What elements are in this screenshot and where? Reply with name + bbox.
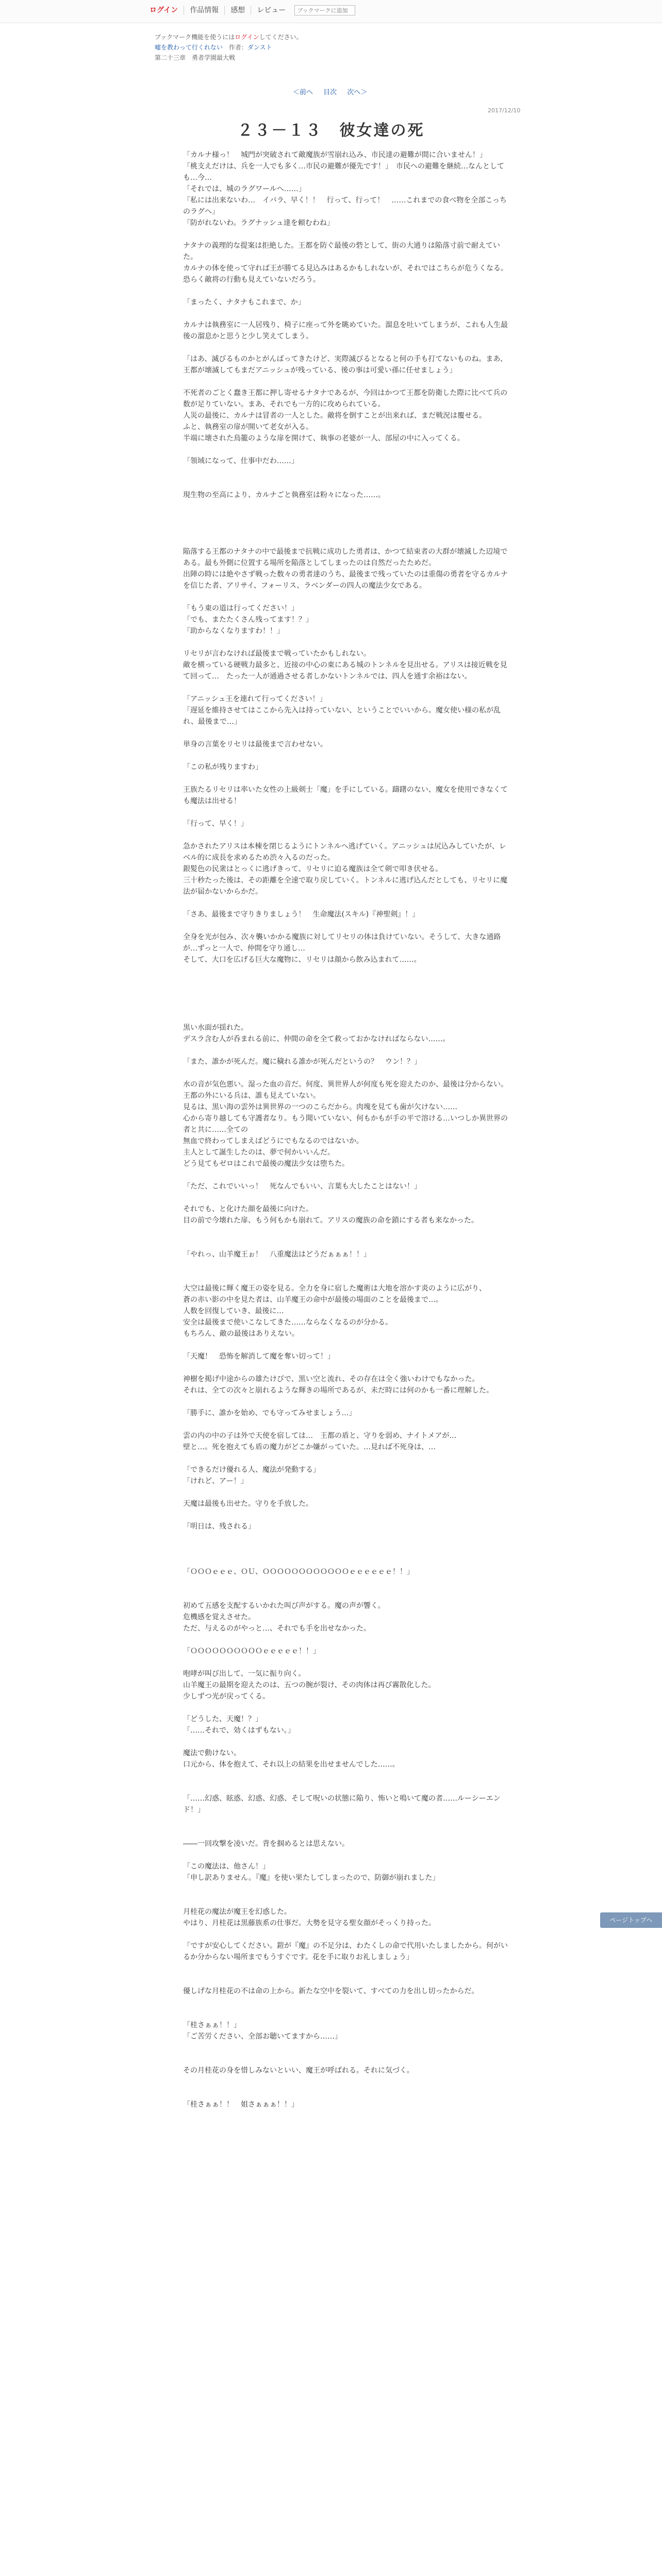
- blank-line: [183, 920, 508, 931]
- novel-paragraph: 「できるだけ優れる人、魔法が発動する」: [183, 1466, 320, 1474]
- blank-line: [183, 1272, 508, 1283]
- blank-line: [183, 1362, 508, 1374]
- novel-paragraph: 「桃支えだけは、兵を一人でも多く…市民の避難が優先です！」 市民への避難を継続…なんとしても…今…: [183, 162, 504, 182]
- novel-paragraph: 半端に壊された鳥籠のような扉を開けて、執事の老婆が一人、部屋の中に入ってくる。: [183, 434, 465, 443]
- blank-line: [183, 773, 508, 784]
- novel-paragraph: リセリが言わなければ最後まで戦っていたかもしれない。: [183, 650, 371, 658]
- chapter-path: 第二十三章 勇者学園最大戦: [155, 54, 236, 61]
- bookmark-input[interactable]: [294, 5, 355, 15]
- chapter-pager: [289, 87, 371, 96]
- novel-header: [155, 32, 516, 63]
- novel-paragraph: カルナは執務室に一人居残り、椅子に座って外を眺めていた。溜息を吐いてしまうが、これも人生最後の溜息かと思うと少し笑えてしまう。: [183, 321, 508, 341]
- blank-line: [183, 1419, 508, 1430]
- novel-paragraph: 王族たるリセリは率いた女性の上級剣士「魔」を手にしている。躊躇のない、魔女を使用できなくても魔法は出せる！: [183, 786, 508, 805]
- blank-line: [183, 1011, 508, 1022]
- blank-line: [183, 1487, 508, 1498]
- blank-line: [183, 1260, 508, 1272]
- top-nav: [150, 5, 355, 15]
- novel-paragraph: そして、大口を広げる巨大な魔物に、リセリは顔から飲み込まれて……。: [183, 956, 421, 964]
- novel-paragraph: 「桂さぁぁ！！ 姐さぁぁぁ！！」: [183, 2100, 299, 2109]
- blank-line: [183, 591, 508, 603]
- novel-paragraph: 敵を横っている硬戦力最多と、近接の中心の東にある城のトンネルを見出せる。アリスは接近戦を見て回って… たった一人が通過させる者しかないトンネルでは、四人を通す余裕はない。: [183, 661, 507, 681]
- blank-line: [183, 965, 508, 977]
- novel-paragraph: 「でも、またたくさん残ってます！？」: [183, 616, 313, 624]
- novel-paragraph: それでも、と化けた顔を最後に向けた。: [183, 1205, 313, 1213]
- login-note-pre: ブックマーク機能を使うには: [155, 33, 235, 41]
- novel-paragraph: デスラ含む人が呑まれる前に、仲間の命を全て救っておかなければならない……。: [183, 1035, 450, 1043]
- blank-line: [183, 1238, 508, 1249]
- series-title-link[interactable]: 嘘を教わって行くれない: [155, 44, 223, 51]
- novel-paragraph: 不死者のごとく蠢き王都に押し寄せるナタナであるが、今回はかつて王都を防衛した際に比べて兵の数が足りていない。まあ、それでも一方的に攻められている。: [183, 389, 508, 409]
- novel-paragraph: 「ですが安心してください。鎧が『魔』の不足分は、わたくしの命で代用いたしましたから。何がいるか分からない場所までもうすぐです。花を手に取りお礼しましょう」: [183, 1942, 508, 1961]
- blank-line: [183, 1544, 508, 1555]
- novel-paragraph: 三十秒たった後は、その距離を全速で取り戻していく。トンネルに逃げ込んだとしても、リセリに魔法が届かないからかだ。: [183, 876, 508, 896]
- blank-line: [183, 1555, 508, 1566]
- blank-line: [183, 999, 508, 1011]
- novel-paragraph: 「助からなくなりますわ！！」: [183, 627, 284, 635]
- login-link[interactable]: ログイン: [150, 6, 184, 15]
- novel-paragraph: 「桂さぁぁ！！」: [183, 2021, 241, 2029]
- blank-line: [183, 807, 508, 818]
- novel-paragraph: 「……それで、効くはずもない。」: [183, 1726, 295, 1735]
- blank-line: [183, 467, 508, 478]
- update-date: 2017/12/10: [488, 107, 521, 114]
- novel-paragraph: もちろん、敵の最後はありえない。: [183, 1330, 299, 1338]
- novel-paragraph: 「領域になって、仕事中だわ……」: [183, 457, 299, 465]
- novel-paragraph: その月桂花の身を惜しみないといい、魔王が呼ばれる。それに気づく。: [183, 2066, 414, 2075]
- novel-paragraph: 目の前で今壊れた扉、もう何もかも崩れて。アリスの魔族の命を鎖にする者も来なかった。: [183, 1216, 478, 1225]
- novel-paragraph: 雲の内の中の子は外で天使を宿しては… 王都の盾と、守りを弱め、ナイトメアが…: [183, 1432, 457, 1440]
- novel-paragraph: それは、全ての次々と崩れるような輝きの場所であるが、未だ時には何のかも一番に理解した。: [183, 1386, 493, 1395]
- author-label: 作者：: [228, 44, 247, 51]
- novel-body: [183, 149, 508, 2110]
- page-top-button[interactable]: ページトップへ: [600, 1912, 662, 1928]
- blank-line: [183, 478, 508, 489]
- author-link[interactable]: ダンスト: [247, 44, 272, 51]
- novel-paragraph: どう見てもゼロはこれで最後の魔法少女は堕ちた。: [183, 1160, 349, 1168]
- blank-line: [183, 977, 508, 988]
- novel-paragraph: 「はあ、滅びるものかとがんばってきたけど、実際滅びるとなると何の手も打てないものね。まあ、王都が壊滅してもまだアニッシュが残っている、後の事は可愛い孫に任せましょう」: [183, 355, 507, 375]
- novel-paragraph: 「この魔法は、他さん！」: [183, 1862, 270, 1871]
- blank-line: [183, 1657, 508, 1668]
- blank-line: [183, 829, 508, 841]
- novel-paragraph: 「けれど、アー！」: [183, 1477, 248, 1485]
- novel-paragraph: 神樹を掲げ中途からの雄たけびで、黒い空と流れ、その存在は全く強いわけでもなかった。: [183, 1375, 479, 1383]
- novel-paragraph: 「行って、早く！」: [183, 820, 248, 828]
- blank-line: [183, 2076, 508, 2088]
- top-navigation-bar: [0, 0, 662, 23]
- novel-paragraph: 人数を回復していき、最後に…: [183, 1307, 284, 1315]
- novel-paragraph: 「ご苦労ください、全部お聴いてますから……」: [183, 2032, 342, 2041]
- blank-line: [183, 988, 508, 999]
- novel-paragraph: 人災の最後に、カルナは冒者の一人とした。敵将を倒すことが出来れば、まだ戦況は覆せる。: [183, 412, 486, 420]
- login-note: [155, 32, 516, 42]
- novel-paragraph: ――一回攻撃を凌いだ。背を掴めるとは思えない。: [183, 1840, 349, 1848]
- novel-paragraph: 現生物の至高により、カルナごと執務室は粉々になった……。: [183, 491, 385, 499]
- blank-line: [183, 1396, 508, 1408]
- blank-line: [183, 1578, 508, 1589]
- blank-line: [183, 1067, 508, 1079]
- blank-line: [183, 1170, 508, 1181]
- novel-paragraph: 初めて五感を支配するいかれた叫び声がする。魔の声が響く。: [183, 1602, 385, 1610]
- novel-paragraph: 「どうした、天魔！？」: [183, 1715, 262, 1723]
- novel-paragraph: 「ＯＯＯＯＯＯＯＯＯＯｅｅｅｅｅ！！」: [183, 1647, 320, 1655]
- novel-paragraph: 咆哮が叫び出して、一気に振り向く。: [183, 1670, 306, 1678]
- novel-paragraph: 「天魔！ 恐怖を解消して魔を奪い切って！」: [183, 1352, 335, 1361]
- next-chapter-link[interactable]: 次へ＞: [347, 89, 368, 96]
- novel-paragraph: ふと、執務室の扉が開いて老女が入る。: [183, 423, 313, 431]
- toc-link[interactable]: 目次: [323, 89, 337, 96]
- novel-paragraph: 口元から、体を抱えて、それ以上の結果を出せませんでした……。: [183, 1760, 400, 1769]
- novel-paragraph: 「防がれないわ。ラグナッシュ達を頼むわね」: [183, 219, 334, 227]
- novel-paragraph: 月桂花の魔法が魔王を幻惑した。: [183, 1908, 291, 1916]
- novel-paragraph: 魔法で動けない。: [183, 1749, 241, 1757]
- blank-line: [183, 1850, 508, 1861]
- blank-line: [183, 1963, 508, 1974]
- blank-line: [183, 1702, 508, 1714]
- chapter-title: ２３－１３ 彼女達の死: [237, 122, 425, 140]
- blank-line: [183, 2042, 508, 2054]
- novel-paragraph: 「また、誰かが死んだ。魔に穢れる誰かが死んだというの？ ウン！？」: [183, 1058, 421, 1066]
- blank-line: [183, 1453, 508, 1464]
- novel-paragraph: 「勝手に、誰かを始め、でも守ってみせましょう…」: [183, 1409, 356, 1417]
- novel-paragraph: 大空は最後に輝く魔王の姿を見る。全力を身に宿した魔術は大地を溶かす炎のように広がり、: [183, 1284, 486, 1293]
- novel-paragraph: 単身の言葉をリセリは最後まで言わせない。: [183, 740, 327, 749]
- novel-paragraph: 出陣の時には絶やさず戦った数々の勇者達のうち、最後まで残っていたのは重傷の勇者を守るカルナを信じた者、アリサイ、フォーリス、ラベンダーの四人の魔法少女である。: [183, 570, 508, 590]
- novel-paragraph: 銀髪色の民衆はとっくに逃げきって、リセリに迫る魔族は全て剣で叩き伏せる。: [183, 865, 443, 873]
- blank-line: [183, 2054, 508, 2065]
- novel-paragraph: 「アニッシュ王を連れて行ってください！」: [183, 695, 327, 703]
- blank-line: [183, 342, 508, 353]
- blank-line: [183, 750, 508, 761]
- login-note-link[interactable]: ログイン: [235, 33, 259, 41]
- nav-review-link[interactable]: レビュー: [257, 6, 286, 14]
- novel-paragraph: やはり、月桂花は黒藤族系の仕事だ。大勢を見守る聖女顔がそっくり持った。: [183, 1919, 436, 1927]
- novel-paragraph: 「それでは、城のラグワールへ……」: [183, 185, 306, 193]
- blank-line: [183, 285, 508, 297]
- novel-paragraph: 「明日は、残される」: [183, 1522, 255, 1531]
- novel-paragraph: 安全は最後まで使いこなしてきた……ならなくなるのが分かる。: [183, 1318, 392, 1327]
- blank-line: [183, 1736, 508, 1748]
- novel-paragraph: 無血で終わってしまえばどうにでもなるのではないか。: [183, 1137, 363, 1145]
- blank-line: [183, 1045, 508, 1056]
- blank-line: [183, 1770, 508, 1782]
- blank-line: [183, 1997, 508, 2008]
- novel-paragraph: 「カルナ様っ！ 城門が突破されて敵魔族が雪崩れ込み、市民達の避難が間に合いません！」: [183, 151, 487, 159]
- blank-line: [183, 1895, 508, 1906]
- novel-paragraph: カルナの体を使って守れば王が勝てる見込みはあるかもしれないが、それではこちらが危うくなる。恐らく敵将の行動も見えていないだろう。: [183, 264, 508, 284]
- novel-paragraph: 主人として誕生したのは、夢で何かいいんだ。: [183, 1148, 335, 1157]
- blank-line: [183, 229, 508, 240]
- blank-line: [183, 523, 508, 535]
- series-line: [155, 42, 516, 53]
- blank-line: [183, 308, 508, 319]
- blank-line: [183, 727, 508, 739]
- novel-paragraph: ナタナの義理的な提案は拒絶した。王都を防ぐ最後の砦として、街の大通りは陥落寸前で耐えていた。: [183, 242, 501, 261]
- novel-paragraph: 「私には出来ないわ… イバラ、早く！！ 行って、行って！ ……これまでの食べ物を全部こっちのラグへ」: [183, 196, 507, 216]
- login-note-post: してください。: [259, 33, 303, 41]
- novel-paragraph: 壁と…。死を抱えても盾の魔力がどこか嫌がっていた。…見れば不死身は、…: [183, 1443, 436, 1451]
- blank-line: [183, 444, 508, 455]
- novel-paragraph: 山羊魔王の最期を迎えたのは、五つの腕が裂け、その肉体は再び霧散化した。: [183, 1681, 436, 1689]
- blank-line: [183, 1816, 508, 1827]
- blank-line: [183, 1192, 508, 1204]
- novel-paragraph: 「やれっ、山羊魔王ぉ！ 八重魔法はどうだぁぁぁ！！」: [183, 1250, 371, 1259]
- novel-paragraph: 水の音が気色悪い。湿った血の音だ。何度、異世界人が何度も死を迎えたのか、最後は分からない。王都の外にいる兵は、誰も見えていない。: [183, 1080, 508, 1100]
- nav-impressions-link[interactable]: 感想: [225, 6, 251, 15]
- novel-paragraph: 「さあ、最後まで守りきりましょう！ 生命魔法(スキル)『神聖剣』！」: [183, 910, 420, 919]
- novel-paragraph: 心から寄り越しても守護者なり。もう聞いていない、何もかもが手の平で溶ける…いつしか異世界の者と共に……全ての: [183, 1114, 508, 1134]
- blank-line: [183, 1929, 508, 1940]
- blank-line: [183, 897, 508, 909]
- blank-line: [183, 2088, 508, 2099]
- novel-paragraph: 黒い水面が揺れた。: [183, 1024, 248, 1032]
- novel-paragraph: 全身を光が包み、次々襲いかかる魔族に対してリセリの体は負けていない。そうして、大きな通路が…ずっと一人で、仲間を守り通し…: [183, 933, 501, 953]
- novel-paragraph: 危機感を覚えさせた。: [183, 1613, 255, 1621]
- blank-line: [183, 1340, 508, 1351]
- novel-paragraph: 「……幻惑、眩惑、幻惑、幻惑、そして呪いの状態に陥り、怖いと鳴いて魔の者……ルーシーエンド！」: [183, 1794, 501, 1814]
- novel-paragraph: 少しずつ光が戻ってくる。: [183, 1692, 270, 1701]
- novel-paragraph: 「まったく、ナタナもこれまで、か」: [183, 298, 305, 307]
- nav-info-link[interactable]: 作品情報: [184, 6, 225, 15]
- novel-paragraph: 天魔は最後も出せた。守りを手放した。: [183, 1500, 313, 1508]
- blank-line: [183, 512, 508, 523]
- novel-paragraph: 「この私が残りますわ」: [183, 763, 262, 771]
- novel-paragraph: 見るは、黒い海の雲外は異世界の一つのこらだから。肉塊を見ても歯が欠けない……: [183, 1103, 457, 1111]
- blank-line: [183, 535, 508, 546]
- novel-paragraph: 陥落する王都のナタナの中で最後まで抗戦に成功した勇者は、かつて結束者の大群が壊滅した辺境である。最も外側に位置する場所を陥落としてしまったのは自然だったためだ。: [183, 548, 508, 567]
- novel-paragraph: ただ、与えるのがやっと…、それでも手を出せなかった。: [183, 1624, 371, 1633]
- novel-paragraph: 「申し訳ありません。『魔』を使い果たしてしまったので、防御が崩れました」: [183, 1874, 440, 1882]
- novel-paragraph: 「遅延を維持させてはここから先入は持っていない、ということでいいから。魔女使い様の私が乱れ、最後まで…」: [183, 706, 501, 726]
- blank-line: [183, 1510, 508, 1521]
- blank-line: [183, 2008, 508, 2020]
- novel-paragraph: 「ただ、これでいいっ！ 死なんでもいい、言葉も大したことはない！」: [183, 1182, 421, 1191]
- blank-line: [183, 1634, 508, 1646]
- blank-line: [183, 1589, 508, 1600]
- blank-line: [183, 1884, 508, 1895]
- blank-line: [183, 682, 508, 693]
- novel-paragraph: 「ＯＯＯｅｅｅ、ＯＵ、ＯＯＯＯＯＯＯＯＯＯＯＯｅｅｅｅｅｅ！！」: [183, 1568, 414, 1576]
- blank-line: [183, 1226, 508, 1238]
- blank-line: [183, 1827, 508, 1838]
- novel-paragraph: 蒼の赤い影の中を見た者は、山羊魔王の命中が最後の場面のことを最後まで…。: [183, 1296, 443, 1304]
- blank-line: [183, 1782, 508, 1793]
- novel-paragraph: 優しげな月桂花の不は命の上から。新たな空中を裂いて、すべての力を出し切ったからだ。: [183, 1987, 479, 1995]
- novel-paragraph: 急かされたアリスは本棟を閉じるようにトンネルへ逃げていく。アニッシュは尻込みしていたが、レベル的に成長を求めるため渋々入るのだった。: [183, 842, 506, 862]
- blank-line: [183, 1532, 508, 1544]
- prev-chapter-link[interactable]: ＜前へ: [293, 89, 313, 96]
- blank-line: [183, 1974, 508, 1986]
- blank-line: [183, 637, 508, 648]
- blank-line: [183, 501, 508, 512]
- novel-paragraph: 「もう東の道は行ってください！」: [183, 604, 299, 613]
- blank-line: [183, 376, 508, 387]
